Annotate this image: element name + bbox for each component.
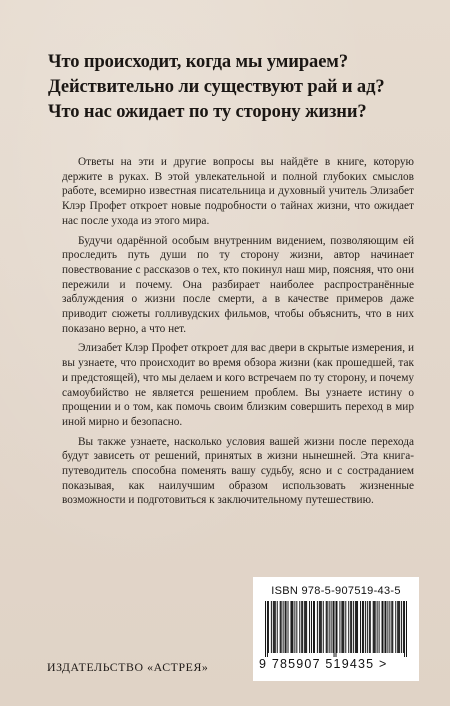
barcode-bar	[311, 601, 312, 653]
headline-line-1: Что происходит, когда мы умираем?	[48, 52, 348, 72]
barcode-bar	[357, 601, 358, 653]
barcode-bar	[326, 601, 327, 653]
barcode-bar	[377, 601, 378, 653]
barcode-bar	[291, 601, 292, 653]
barcode-bar	[271, 601, 272, 653]
barcode-bar	[277, 601, 278, 653]
barcode-bar	[274, 601, 275, 653]
barcode-bar	[369, 601, 370, 653]
barcode-bar	[343, 601, 344, 653]
cover-headline	[48, 50, 420, 125]
barcode-bar	[309, 601, 310, 653]
barcode-bar	[334, 601, 335, 657]
barcode-bar	[265, 601, 266, 657]
barcode-icon	[265, 601, 407, 657]
publisher-name: ИЗДАТЕЛЬСТВО «АСТРЕЯ»	[47, 660, 209, 674]
barcode-bar	[333, 601, 334, 653]
barcode-bar	[301, 601, 302, 653]
barcode-bar	[281, 601, 282, 653]
barcode-bar	[321, 601, 322, 653]
barcode-bar	[351, 601, 352, 653]
barcode-bar	[392, 601, 393, 653]
barcode-digits: 9 785907 519435 >	[259, 657, 388, 671]
isbn-barcode-block	[253, 577, 419, 681]
barcode-bar	[336, 601, 337, 657]
barcode-bar	[267, 601, 268, 657]
barcode-bar	[313, 601, 314, 653]
barcode-bar	[342, 601, 343, 653]
barcode-bar	[391, 601, 392, 653]
barcode-bar	[383, 601, 384, 653]
barcode-bar	[323, 601, 324, 653]
barcode-bar	[404, 601, 405, 657]
barcode-bar	[362, 601, 363, 653]
barcode-bar	[367, 601, 368, 653]
barcode-bar	[275, 601, 276, 653]
barcode-bar	[399, 601, 400, 653]
barcode-bar	[387, 601, 388, 653]
headline-line-2: Действительно ли существуют рай и ад?	[48, 77, 385, 97]
barcode-bar	[331, 601, 332, 653]
barcode-bar	[370, 601, 371, 653]
barcode-bar	[360, 601, 361, 653]
barcode-bar	[290, 601, 291, 653]
barcode-bar	[365, 601, 366, 653]
barcode-bar	[294, 601, 295, 653]
barcode-bar	[329, 601, 330, 653]
barcode-bar	[280, 601, 281, 653]
barcode-bar	[339, 601, 340, 653]
barcode-bar	[285, 601, 286, 653]
blurb-paragraph-3: Элизабет Клэр Профет откроет для вас двери в скрытые измерения, и вы узнаете, что происходит во время обзора жизни (как прошедшей, так и предстоящей), что мы делаем и кого встречаем по ту сторону, и почему самоубийство не является решением проблем. Вы узнаете истину о прощении и о том, как помочь своим близким совершить переход в мир иной мирно и безопасно.	[62, 342, 414, 428]
barcode-bar	[286, 601, 287, 653]
barcode-bar	[379, 601, 380, 653]
barcode-bar	[385, 601, 386, 653]
barcode-bar	[317, 601, 318, 653]
barcode-bar	[374, 601, 375, 653]
barcode-bar	[292, 601, 293, 653]
barcode-bar	[345, 601, 346, 653]
barcode-bar	[348, 601, 349, 653]
barcode-bar	[401, 601, 402, 653]
barcode-bar	[273, 601, 274, 653]
barcode-bar	[363, 601, 364, 653]
barcode-bar	[395, 601, 396, 653]
barcode-bar	[327, 601, 328, 653]
barcode-bar	[283, 601, 284, 653]
barcode-bar	[305, 601, 306, 653]
barcode-bar	[356, 601, 357, 653]
barcode-bar	[375, 601, 376, 653]
barcode-bar	[389, 601, 390, 653]
barcode-bar	[319, 601, 320, 653]
blurb-text	[62, 155, 414, 513]
blurb-paragraph-4: Вы также узнаете, насколько условия вашей жизни после перехода будут зависеть от решений, принятых в жизни нынешней. Эта книга-путеводитель способна поменять вашу судьбу, ясно и с состраданием показывая, как наилучшим образом использовать жизненные возможности и подготовиться к заключительному путешествию.	[62, 435, 414, 507]
barcode-bar	[296, 601, 297, 653]
blurb-paragraph-2: Будучи одарённой особым внутренним видением, позволяющим ей проследить путь души по ту сторону жизни, автор начинает повествование с рассказов о тех, кто покинул наш мир, поясняя, что они пережили и почему. Она разбирает наиболее распространённые заблуждения о жизни после смерти, а в качестве примеров даже приводит сюжеты голливудских фильмов, чтобы объяснить, что в них показано верно, а что нет.	[62, 234, 414, 335]
barcode-bar	[384, 601, 385, 653]
blurb-paragraph-1: Ответы на эти и другие вопросы вы найдёте в книге, которую держите в руках. В этой увлекательной и полной глубоких смыслов работе, всемирно известная писательница и духовный учитель Элизабет Клэр Профет откроет новые подробности о тайнах жизни, что ожидает нас после ухода из этого мира.	[62, 156, 414, 227]
barcode-bar	[355, 601, 356, 653]
barcode-bar	[398, 601, 399, 653]
barcode-bar	[350, 601, 351, 653]
barcode-bar	[304, 601, 305, 653]
barcode-bar	[288, 601, 289, 653]
barcode-bar	[397, 601, 398, 653]
headline-line-3: Что нас ожидает по ту сторону жизни?	[48, 102, 367, 122]
barcode-bar	[403, 601, 404, 653]
barcode-bar	[306, 601, 307, 653]
barcode-bar	[314, 601, 315, 653]
barcode-bar	[341, 601, 342, 653]
barcode-bar	[268, 601, 269, 653]
barcode-bar	[320, 601, 321, 653]
barcode-bar	[299, 601, 300, 653]
isbn-label: ISBN 978-5-907519-43-5	[271, 585, 401, 597]
barcode-bar	[373, 601, 374, 653]
barcode-bar	[302, 601, 303, 653]
barcode-bar	[336, 601, 337, 653]
barcode-bar	[353, 601, 354, 653]
barcode-bar	[406, 601, 407, 657]
barcode-bar	[382, 601, 383, 653]
